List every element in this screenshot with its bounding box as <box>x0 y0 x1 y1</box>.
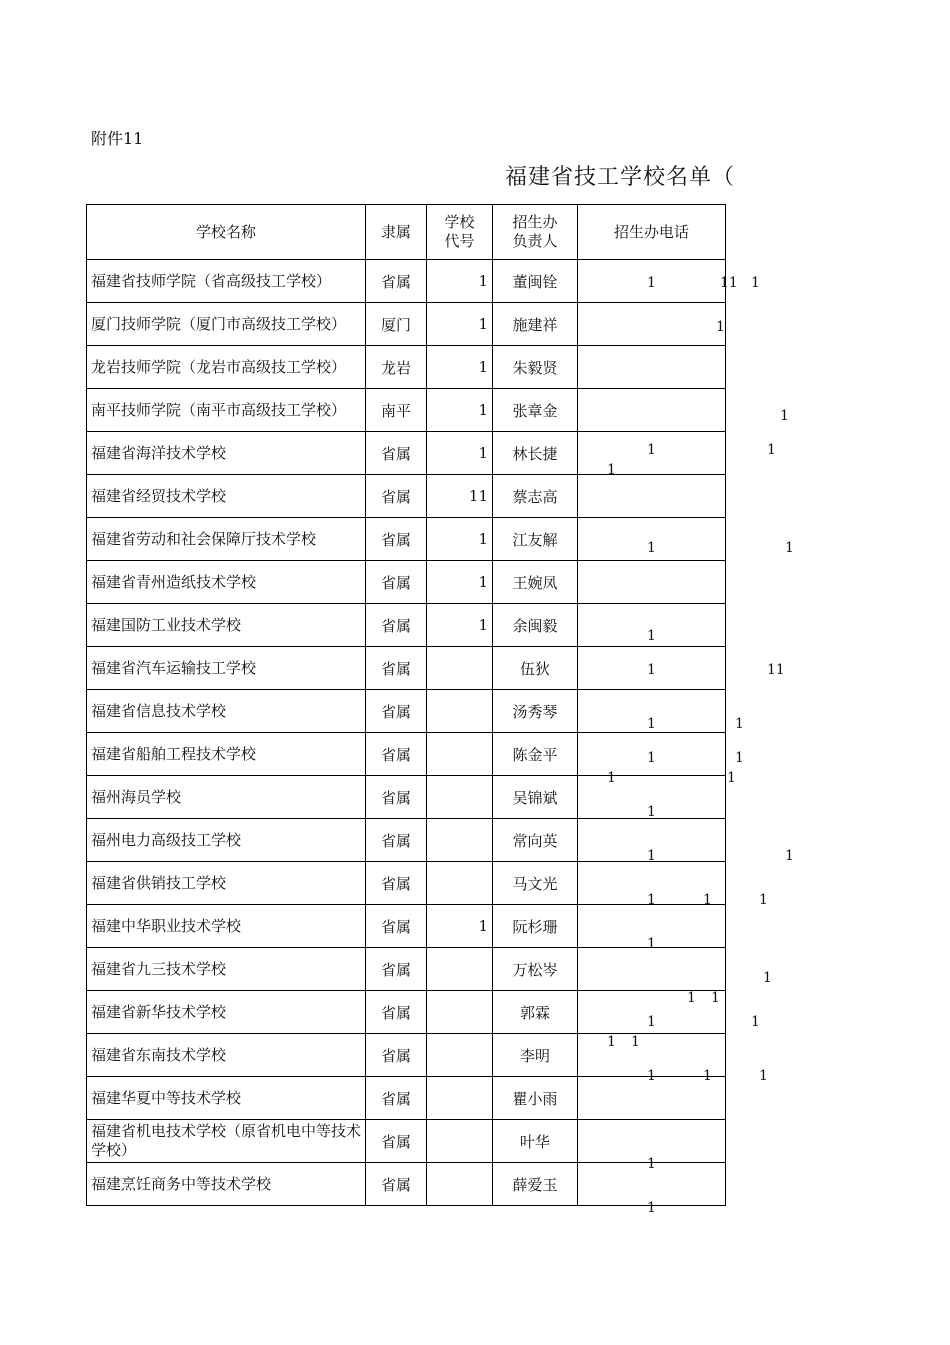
table-row <box>87 260 726 303</box>
school-table <box>86 204 726 1206</box>
phone-cell <box>578 475 726 518</box>
admissions-head-cell: 叶华 <box>493 1120 578 1163</box>
admissions-head-cell: 陈金平 <box>493 733 578 776</box>
phone-digit-fragment: 1 <box>647 628 656 644</box>
school-name-cell: 福建省供销技工学校 <box>87 862 366 905</box>
affiliation-cell: 省属 <box>366 1163 427 1206</box>
phone-digit-fragment: 1 <box>647 804 656 820</box>
admissions-head-cell: 瞿小雨 <box>493 1077 578 1120</box>
phone-digit-fragment: 1 <box>785 540 794 556</box>
admissions-head-cell: 薛爱玉 <box>493 1163 578 1206</box>
header-affiliation: 隶属 <box>366 205 427 260</box>
phone-digit-fragment: 1 <box>751 275 760 291</box>
header-head-line2: 负责人 <box>512 232 558 250</box>
admissions-head-cell: 董闽铨 <box>493 260 578 303</box>
table-row <box>87 303 726 346</box>
phone-digit-fragment: 1 <box>716 319 725 335</box>
affiliation-cell: 省属 <box>366 819 427 862</box>
admissions-head-cell: 阮杉珊 <box>493 905 578 948</box>
school-name-cell: 福建省机电技术学校（原省机电中等技术学校） <box>87 1120 366 1163</box>
header-school-name: 学校名称 <box>87 205 366 260</box>
school-code-cell <box>427 1163 493 1206</box>
affiliation-cell: 省属 <box>366 991 427 1034</box>
school-code-cell <box>427 991 493 1034</box>
affiliation-cell: 南平 <box>366 389 427 432</box>
phone-digit-fragment: 1 <box>711 990 720 1006</box>
school-name-cell: 福建省东南技术学校 <box>87 1034 366 1077</box>
table-row <box>87 776 726 819</box>
school-code-cell <box>427 1077 493 1120</box>
school-name-cell: 南平技师学院（南平市高级技工学校） <box>87 389 366 432</box>
admissions-head-cell: 吴锦斌 <box>493 776 578 819</box>
school-name-cell: 福建省九三技术学校 <box>87 948 366 991</box>
admissions-head-cell: 张章金 <box>493 389 578 432</box>
school-name-cell: 福建省信息技术学校 <box>87 690 366 733</box>
school-code-cell: 1 <box>427 260 493 303</box>
school-name-cell: 福建省经贸技术学校 <box>87 475 366 518</box>
school-code-cell <box>427 776 493 819</box>
admissions-head-cell: 余闽毅 <box>493 604 578 647</box>
admissions-head-cell: 马文光 <box>493 862 578 905</box>
table-row <box>87 1034 726 1077</box>
page-title: 福建省技工学校名单（ <box>505 165 736 190</box>
phone-digit-fragment: 1 <box>759 892 768 908</box>
table-row <box>87 475 726 518</box>
affiliation-cell: 省属 <box>366 690 427 733</box>
admissions-head-cell: 王婉凤 <box>493 561 578 604</box>
phone-digit-fragment: 1 <box>767 442 776 458</box>
header-head-line1: 招生办 <box>512 213 558 231</box>
table-row <box>87 948 726 991</box>
phone-digit-fragment: 1 <box>763 970 772 986</box>
school-code-cell: 1 <box>427 389 493 432</box>
table-row <box>87 518 726 561</box>
affiliation-cell: 省属 <box>366 862 427 905</box>
table-row <box>87 346 726 389</box>
table-row <box>87 1120 726 1163</box>
affiliation-cell: 省属 <box>366 260 427 303</box>
phone-cell <box>578 346 726 389</box>
table-row <box>87 733 726 776</box>
table-row <box>87 991 726 1034</box>
table-row <box>87 1163 726 1206</box>
table-row <box>87 432 726 475</box>
admissions-head-cell: 朱毅贤 <box>493 346 578 389</box>
admissions-head-cell: 万松岑 <box>493 948 578 991</box>
header-admissions-head <box>493 205 578 260</box>
school-name-cell: 福建省青州造纸技术学校 <box>87 561 366 604</box>
table-row <box>87 604 726 647</box>
table-row <box>87 561 726 604</box>
school-name-cell: 福建国防工业技术学校 <box>87 604 366 647</box>
affiliation-cell: 省属 <box>366 604 427 647</box>
school-name-cell: 福州海员学校 <box>87 776 366 819</box>
phone-digit-fragment: 1 <box>687 990 696 1006</box>
affiliation-cell: 省属 <box>366 1077 427 1120</box>
phone-digit-fragment: 1 <box>759 1068 768 1084</box>
phone-cell <box>578 561 726 604</box>
phone-cell <box>578 303 726 346</box>
school-code-cell: 1 <box>427 905 493 948</box>
phone-digit-fragment: 1 <box>751 1014 760 1030</box>
school-name-cell: 福建中华职业技术学校 <box>87 905 366 948</box>
school-code-cell: 1 <box>427 346 493 389</box>
table-row <box>87 862 726 905</box>
school-name-cell: 福建省汽车运输技工学校 <box>87 647 366 690</box>
school-name-cell: 福建烹饪商务中等技术学校 <box>87 1163 366 1206</box>
admissions-head-cell: 李明 <box>493 1034 578 1077</box>
phone-digit-fragment: 1 <box>607 770 616 786</box>
school-code-cell <box>427 690 493 733</box>
phone-digit-fragment: 1 <box>703 1068 712 1084</box>
admissions-head-cell: 施建祥 <box>493 303 578 346</box>
admissions-head-cell: 汤秀琴 <box>493 690 578 733</box>
header-school-code <box>427 205 493 260</box>
affiliation-cell: 省属 <box>366 1034 427 1077</box>
affiliation-cell: 省属 <box>366 948 427 991</box>
phone-digit-fragment: 1 <box>607 462 616 478</box>
admissions-head-cell: 蔡志高 <box>493 475 578 518</box>
table-row <box>87 1077 726 1120</box>
school-name-cell: 福建省技师学院（省高级技工学校） <box>87 260 366 303</box>
phone-digit-fragment: 1 <box>647 716 656 732</box>
school-code-cell <box>427 862 493 905</box>
phone-cell <box>578 948 726 991</box>
school-code-cell: 1 <box>427 303 493 346</box>
school-code-cell <box>427 647 493 690</box>
phone-digit-fragment: 1 <box>647 936 656 952</box>
phone-digit-fragment: 1 <box>735 750 744 766</box>
phone-digit-fragment: 1 <box>631 1034 640 1050</box>
phone-digit-fragment: 1 <box>647 892 656 908</box>
phone-digit-fragment: 1 <box>785 848 794 864</box>
school-code-cell <box>427 948 493 991</box>
phone-digit-fragment: 1 <box>647 1014 656 1030</box>
affiliation-cell: 龙岩 <box>366 346 427 389</box>
school-code-cell <box>427 1034 493 1077</box>
affiliation-cell: 省属 <box>366 776 427 819</box>
table-row <box>87 647 726 690</box>
attachment-label: 附件11 <box>91 129 144 148</box>
phone-digit-fragment: 1 <box>647 442 656 458</box>
phone-digit-fragment: 1 <box>607 1034 616 1050</box>
table-header-row <box>87 205 726 260</box>
header-code-line2: 代号 <box>444 232 475 250</box>
school-name-cell: 福建华夏中等技术学校 <box>87 1077 366 1120</box>
affiliation-cell: 省属 <box>366 432 427 475</box>
school-code-cell <box>427 1120 493 1163</box>
school-code-cell: 11 <box>427 475 493 518</box>
affiliation-cell: 省属 <box>366 561 427 604</box>
affiliation-cell: 省属 <box>366 518 427 561</box>
table-row <box>87 819 726 862</box>
school-code-cell: 1 <box>427 561 493 604</box>
school-code-cell: 1 <box>427 518 493 561</box>
affiliation-cell: 省属 <box>366 733 427 776</box>
phone-digit-fragment: 1 <box>735 716 744 732</box>
affiliation-cell: 省属 <box>366 475 427 518</box>
school-code-cell: 1 <box>427 604 493 647</box>
phone-cell <box>578 389 726 432</box>
table-row <box>87 905 726 948</box>
school-name-cell: 厦门技师学院（厦门市高级技工学校） <box>87 303 366 346</box>
phone-digit-fragment: 11 <box>720 275 738 291</box>
affiliation-cell: 省属 <box>366 647 427 690</box>
admissions-head-cell: 林长捷 <box>493 432 578 475</box>
school-code-cell <box>427 819 493 862</box>
table-row <box>87 389 726 432</box>
admissions-head-cell: 常向英 <box>493 819 578 862</box>
header-phone: 招生办电话 <box>578 205 726 260</box>
affiliation-cell: 厦门 <box>366 303 427 346</box>
phone-digit-fragment: 1 <box>727 770 736 786</box>
school-name-cell: 福建省劳动和社会保障厅技术学校 <box>87 518 366 561</box>
phone-digit-fragment: 1 <box>647 662 656 678</box>
school-code-cell: 1 <box>427 432 493 475</box>
affiliation-cell: 省属 <box>366 905 427 948</box>
phone-digit-fragment: 1 <box>647 848 656 864</box>
phone-digit-fragment: 1 <box>647 750 656 766</box>
school-name-cell: 福建省新华技术学校 <box>87 991 366 1034</box>
school-code-cell <box>427 733 493 776</box>
admissions-head-cell: 郭霖 <box>493 991 578 1034</box>
phone-digit-fragment: 1 <box>647 1068 656 1084</box>
phone-digit-fragment: 1 <box>647 540 656 556</box>
phone-digit-fragment: 1 <box>780 408 789 424</box>
affiliation-cell: 省属 <box>366 1120 427 1163</box>
school-name-cell: 福州电力高级技工学校 <box>87 819 366 862</box>
school-name-cell: 龙岩技师学院（龙岩市高级技工学校） <box>87 346 366 389</box>
phone-digit-fragment: 1 <box>703 892 712 908</box>
school-name-cell: 福建省海洋技术学校 <box>87 432 366 475</box>
school-name-cell: 福建省船舶工程技术学校 <box>87 733 366 776</box>
phone-digit-fragment: 1 <box>647 1156 656 1172</box>
admissions-head-cell: 江友解 <box>493 518 578 561</box>
phone-digit-fragment: 1 <box>647 1200 656 1216</box>
table-row <box>87 690 726 733</box>
admissions-head-cell: 伍狄 <box>493 647 578 690</box>
phone-digit-fragment: 1 <box>647 275 656 291</box>
phone-digit-fragment: 11 <box>767 662 785 678</box>
header-code-line1: 学校 <box>444 213 475 231</box>
